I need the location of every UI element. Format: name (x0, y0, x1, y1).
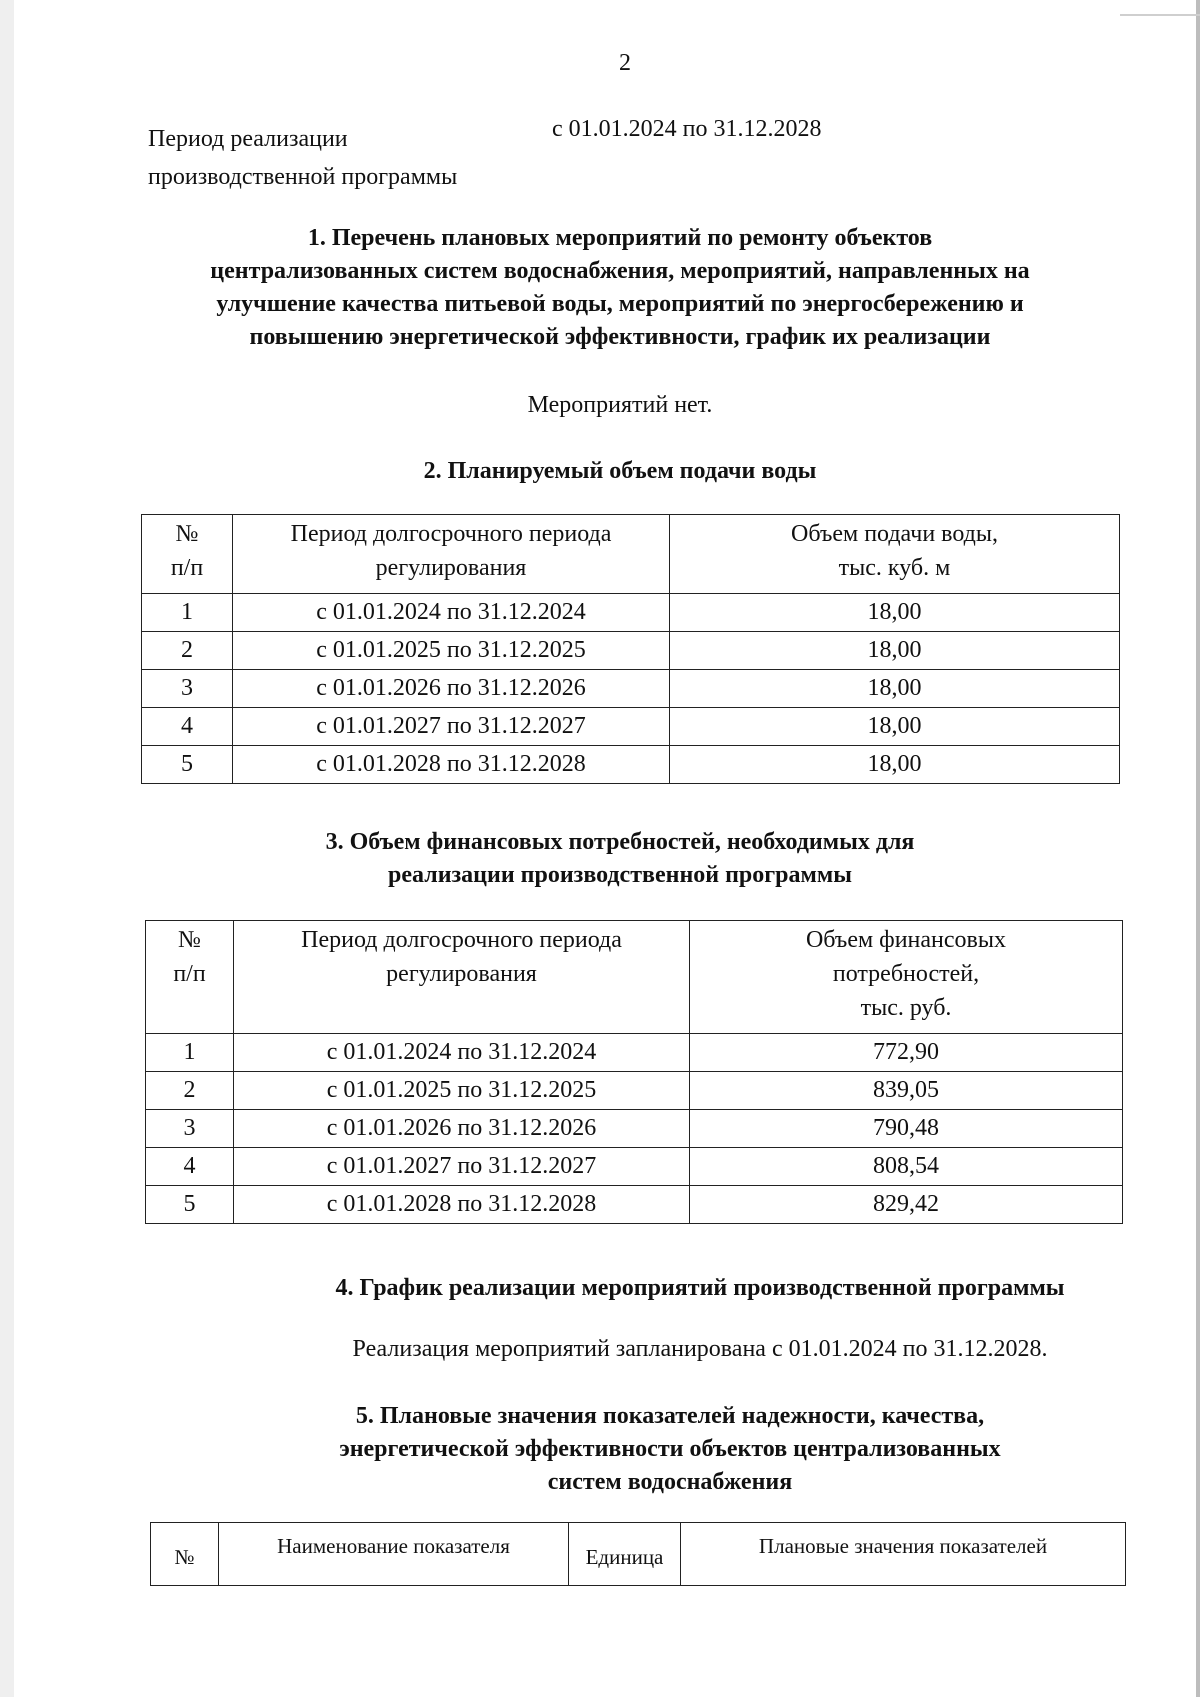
header-indicator-name: Наименование показателя (219, 1523, 569, 1586)
header-num-line1: № (175, 521, 199, 547)
table-header-row (146, 921, 1123, 1034)
row-period: с 01.01.2025 по 31.12.2025 (234, 1072, 690, 1110)
row-financial: 839,05 (690, 1072, 1123, 1110)
row-financial: 772,90 (690, 1034, 1123, 1072)
water-volume-table (141, 514, 1120, 784)
section1-heading-line2: централизованных систем водоснабжения, мероприятий, направленных на (210, 258, 1030, 284)
header-num-line2: п/п (173, 961, 206, 987)
section1-heading-line3: улучшение качества питьевой воды, мероприятий по энергосбережению и (216, 291, 1024, 317)
row-num: 3 (146, 1110, 234, 1148)
table-row (142, 708, 1120, 746)
section1-heading-line4: повышению энергетической эффективности, график их реализации (249, 324, 991, 350)
table-row (142, 670, 1120, 708)
table-row (142, 594, 1120, 632)
table-row (146, 1186, 1123, 1224)
financial-needs-table (145, 920, 1123, 1224)
table-row (146, 1034, 1123, 1072)
table-header-row (151, 1523, 1126, 1586)
row-num: 5 (146, 1186, 234, 1224)
row-volume: 18,00 (670, 708, 1120, 746)
header-volume-line1: Объем подачи воды, (791, 521, 998, 547)
row-num: 1 (142, 594, 233, 632)
row-num: 1 (146, 1034, 234, 1072)
row-financial: 790,48 (690, 1110, 1123, 1148)
section5-heading-line1: 5. Плановые значения показателей надежности, качества, (355, 1403, 985, 1429)
header-num (142, 515, 233, 594)
row-num: 4 (142, 708, 233, 746)
header-period (234, 921, 690, 1034)
header-volume (670, 515, 1120, 594)
header-num-line2: п/п (170, 555, 204, 581)
row-period: с 01.01.2028 по 31.12.2028 (234, 1186, 690, 1224)
table-row (142, 746, 1120, 784)
section1-text: Мероприятий нет. (527, 392, 713, 418)
section3-heading (120, 826, 1120, 892)
scan-right-edge (1196, 0, 1200, 1697)
row-volume: 18,00 (670, 632, 1120, 670)
table-row (146, 1110, 1123, 1148)
section3-heading-line1: 3. Объем финансовых потребностей, необходимых для (325, 829, 915, 855)
row-period: с 01.01.2024 по 31.12.2024 (233, 594, 670, 632)
header-num (146, 921, 234, 1034)
section3-heading-line2: реализации производственной программы (388, 862, 852, 888)
section5-heading (170, 1400, 1170, 1499)
row-period: с 01.01.2026 по 31.12.2026 (233, 670, 670, 708)
header-period-line1: Период долгосрочного периода (290, 521, 612, 547)
header-period-line1: Период долгосрочного периода (301, 927, 622, 953)
header-period (233, 515, 670, 594)
table-row (142, 632, 1120, 670)
row-num: 2 (142, 632, 233, 670)
header-financial-line3: тыс. руб. (860, 995, 952, 1021)
page-number: 2 (619, 50, 631, 76)
header-period-line2: регулирования (375, 555, 527, 581)
header-financial-line1: Объем финансовых (805, 927, 1007, 953)
row-financial: 829,42 (690, 1186, 1123, 1224)
row-period: с 01.01.2027 по 31.12.2027 (234, 1148, 690, 1186)
scan-left-edge (0, 0, 14, 1697)
header-num-line1: № (178, 927, 201, 953)
row-volume: 18,00 (670, 670, 1120, 708)
scan-corner-mark (1120, 14, 1200, 16)
row-period: с 01.01.2025 по 31.12.2025 (233, 632, 670, 670)
row-financial: 808,54 (690, 1148, 1123, 1186)
row-num: 3 (142, 670, 233, 708)
row-period: с 01.01.2024 по 31.12.2024 (234, 1034, 690, 1072)
header-financial (690, 921, 1123, 1034)
row-period: с 01.01.2028 по 31.12.2028 (233, 746, 670, 784)
section4-text: Реализация мероприятий запланирована с 01.01.2024 по 31.12.2028. (352, 1336, 1048, 1362)
table-row (146, 1148, 1123, 1186)
row-volume: 18,00 (670, 746, 1120, 784)
section4-heading: 4. График реализации мероприятий производственной программы (335, 1275, 1065, 1301)
row-volume: 18,00 (670, 594, 1120, 632)
section5-heading-line2: энергетической эффективности объектов централизованных (339, 1436, 1001, 1462)
header-planned-values: Плановые значения показателей (681, 1523, 1126, 1586)
row-num: 5 (142, 746, 233, 784)
indicators-table (150, 1522, 1126, 1586)
header-num: № (151, 1523, 219, 1586)
section1-heading-line1: 1. Перечень плановых мероприятий по ремонту объектов (307, 225, 933, 251)
header-period-line2: регулирования (386, 961, 537, 987)
table-row (146, 1072, 1123, 1110)
row-num: 2 (146, 1072, 234, 1110)
section1-heading (120, 222, 1120, 354)
section5-heading-line3: систем водоснабжения (547, 1469, 793, 1495)
table-header-row (142, 515, 1120, 594)
period-label-line2: производственной программы (148, 164, 458, 190)
period-value: с 01.01.2024 по 31.12.2028 (552, 116, 822, 142)
row-num: 4 (146, 1148, 234, 1186)
period-label-line1: Период реализации (148, 126, 348, 152)
header-financial-line2: потребностей, (832, 961, 980, 987)
header-unit: Единица (569, 1523, 681, 1586)
section2-heading: 2. Планируемый объем подачи воды (423, 458, 817, 484)
row-period: с 01.01.2027 по 31.12.2027 (233, 708, 670, 746)
row-period: с 01.01.2026 по 31.12.2026 (234, 1110, 690, 1148)
header-volume-line2: тыс. куб. м (838, 555, 951, 581)
period-label (148, 120, 548, 196)
